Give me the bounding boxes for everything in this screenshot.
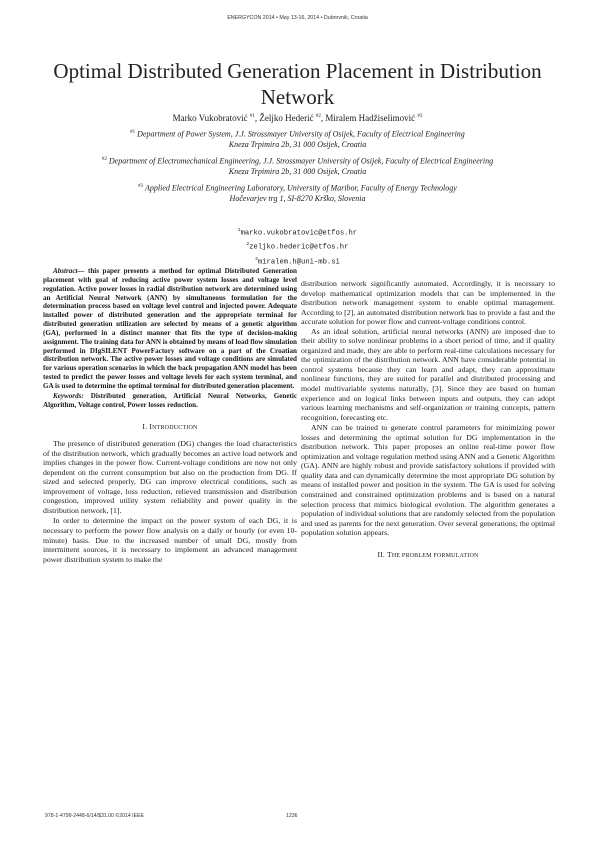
email-mark: 2 <box>246 242 250 248</box>
author-name: Miralem Hadžiselimović <box>325 113 416 123</box>
author-mark: #2 <box>315 114 321 119</box>
affiliation <box>40 182 555 205</box>
affiliation-line: Applied Electrical Engineering Laboratory, University of Maribor, Faculty of Energy Technology <box>145 183 457 193</box>
section-number: I. <box>142 421 148 431</box>
affiliation <box>40 128 555 151</box>
email-link[interactable]: miralem.h@uni-mb.si <box>257 258 340 267</box>
affiliation-mark: #3 <box>138 184 144 189</box>
email-mark: 3 <box>255 256 258 262</box>
author-name: Željko Hederić <box>259 113 314 123</box>
section-number: II. <box>377 549 385 559</box>
author-list: Marko Vukobratović $^{\#1}$, Željko Hederić $^{\#2}$, Miralem Hadžiselimović $^{\#3}$ <box>172 113 423 123</box>
author-mark: #3 <box>417 114 423 119</box>
keywords-label: Keywords: <box>53 391 84 400</box>
conference-header: ENERGYCON 2014 • May 13-16, 2014 • Dubrovnik, Croatia <box>227 15 368 21</box>
section-heading-problem-formulation <box>301 550 555 562</box>
affiliation-mark: #1 <box>130 130 136 135</box>
author-mark: #1 <box>249 114 255 119</box>
section-initial: I <box>149 421 153 431</box>
affiliation-address: Hočevarjev trg 1, SI-8270 Krško, Slovenia <box>229 194 366 204</box>
email-link[interactable]: zeljko.hederic@etfos.hr <box>249 243 349 252</box>
abstract <box>43 267 297 391</box>
paper-title: Optimal Distributed Generation Placement in Distribution Network <box>53 59 542 109</box>
body-paragraph: As an ideal solution, artificial neural networks (ANN) are imposed due to their ability to solve nonlinear problems in a short period of time, and if quality organized and made, they are able to perform real-time calculations necessary for the optimization of the distribution network. ANN have considerable potential in control systems because they can learn and adapt, they can approximate nonlinear functions, they are suited for parallel and distributed processing and model multivariable systems naturally, [3]. Since they are based on human experience and on logical links between inputs and outputs, they can adopt various learning mechanisms and self-organization or training concepts, pattern recognition, forecasting etc. <box>301 326 556 422</box>
intro-paragraph: In order to determine the impact on the power system of each DG, it is necessary to perform the power flow analysis on a daily or hourly (or even 10-minute) basis. Due to the increased number of small DG, mostly from intermittent sources, it is necessary to implement an advanced management power distribution system to make the <box>43 516 297 564</box>
left-column <box>43 267 297 564</box>
keywords <box>43 392 297 410</box>
affiliation-address: Kneza Trpimira 2b, 31 000 Osijek, Croatia <box>228 140 367 150</box>
section-initial: T <box>386 549 392 559</box>
abstract-text: this paper presents a method for optimal Distributed Generation placement with goal of reducing active power system losses and voltage level regulation. Active power losses in radial distribution network are determined using an Artificial Neural Network (ANN) by simultaneous formulation for the determination process based on voltage level control and injected power. Adequate installed power of distributed generation and the appropriate terminal for distributed generation utilization are selected by means of a genetic algorithm (GA), performed in a distinct manner that fits the type of decision-making assignment. The training data for ANN is obtained by means of load flow simulation performed in DIgSILENT PowerFactory software on a part of the Croatian distribution network. The active power losses and voltage conditions are simulated for various operation scenarios in which the back propagation ANN model has been tested to predict the power losses and voltage levels for each system terminal, and GA is used to determine the optimal terminal for distributed generation placement. <box>43 267 297 390</box>
email-mark: 1 <box>237 228 241 233</box>
copyright-footer: 978-1-4799-2448-6/14/$31.00 ©2014 IEEE <box>45 813 145 819</box>
right-column <box>301 279 555 567</box>
affiliation-address: Kneza Trpimira 2b, 31 000 Osijek, Croatia <box>228 167 367 177</box>
affiliation <box>40 155 555 178</box>
abstract-label: Abstract— <box>53 267 85 275</box>
affiliation-mark: #2 <box>101 157 107 162</box>
body-paragraph: ANN can be trained to generate control parameters for minimizing power losses and determining the optimal solution for DG implementation in the distribution network. This paper proposes an online real-time power flow optimization and voltage regulation method using ANN and a Genetic Algorithm (GA). ANN are highly robust and provide satisfactory solutions if provided with quality data and can dynamically determine the most appropriate DG solution by means of installed power and position in the system. The GA is used for solving constrained and constrained optimization problems and is based on a natural selection process that mimics biological evolution. The algorithm generates a population of individual solutions that are randomly selected from the population and used as parents for the next generation. Over several generations, the optimal population solution appears. <box>301 423 555 538</box>
author-name: Marko Vukobratović <box>172 113 248 123</box>
page-number: 1236 <box>286 813 298 819</box>
continued-paragraph: distribution network significantly automated. Accordingly, it is necessary to develop mathematical optimization models that can be implemented in the distribution network management system to enable optimal management. According to [2], an automated distribution network has to provide a fast and the accurate solution for power flow and current-voltage conditions control. <box>301 279 555 327</box>
section-title-rest: HE PROBLEM FORMULATION <box>391 552 479 559</box>
affiliation-line: Department of Electromechanical Engineering, J.J. Strossmayer University of Osijek, Faculty of Electrical Engineering <box>108 156 494 166</box>
intro-paragraph: The presence of distributed generation (DG) changes the load characteristics of the distribution network, which gradually becomes an active load network and implies changes in the power flow. Current-voltage conditions are now not only dependent on the current consumption but also on the production from DG. If sized and selected properly, DG can improve electrical conditions, such as improvement of voltage, loss reduction, relieved transmission and distribution congestion, improved utility system reliability and power quality in the distribution network, [1]. <box>43 439 297 515</box>
section-title-rest: NTRODUCTION <box>152 424 198 431</box>
keywords-text: Distributed generation, Artificial Neural Networks, Genetic Algorithm, Voltage control, Power losses reduction. <box>43 391 297 409</box>
email-list <box>0 225 595 268</box>
section-heading-introduction <box>43 422 297 434</box>
email-link[interactable]: marko.vukobratovic@etfos.hr <box>240 229 358 238</box>
affiliation-line: Department of Power System, J.J. Strossmayer University of Osijek, Faculty of Electrical Engineering <box>137 129 465 139</box>
